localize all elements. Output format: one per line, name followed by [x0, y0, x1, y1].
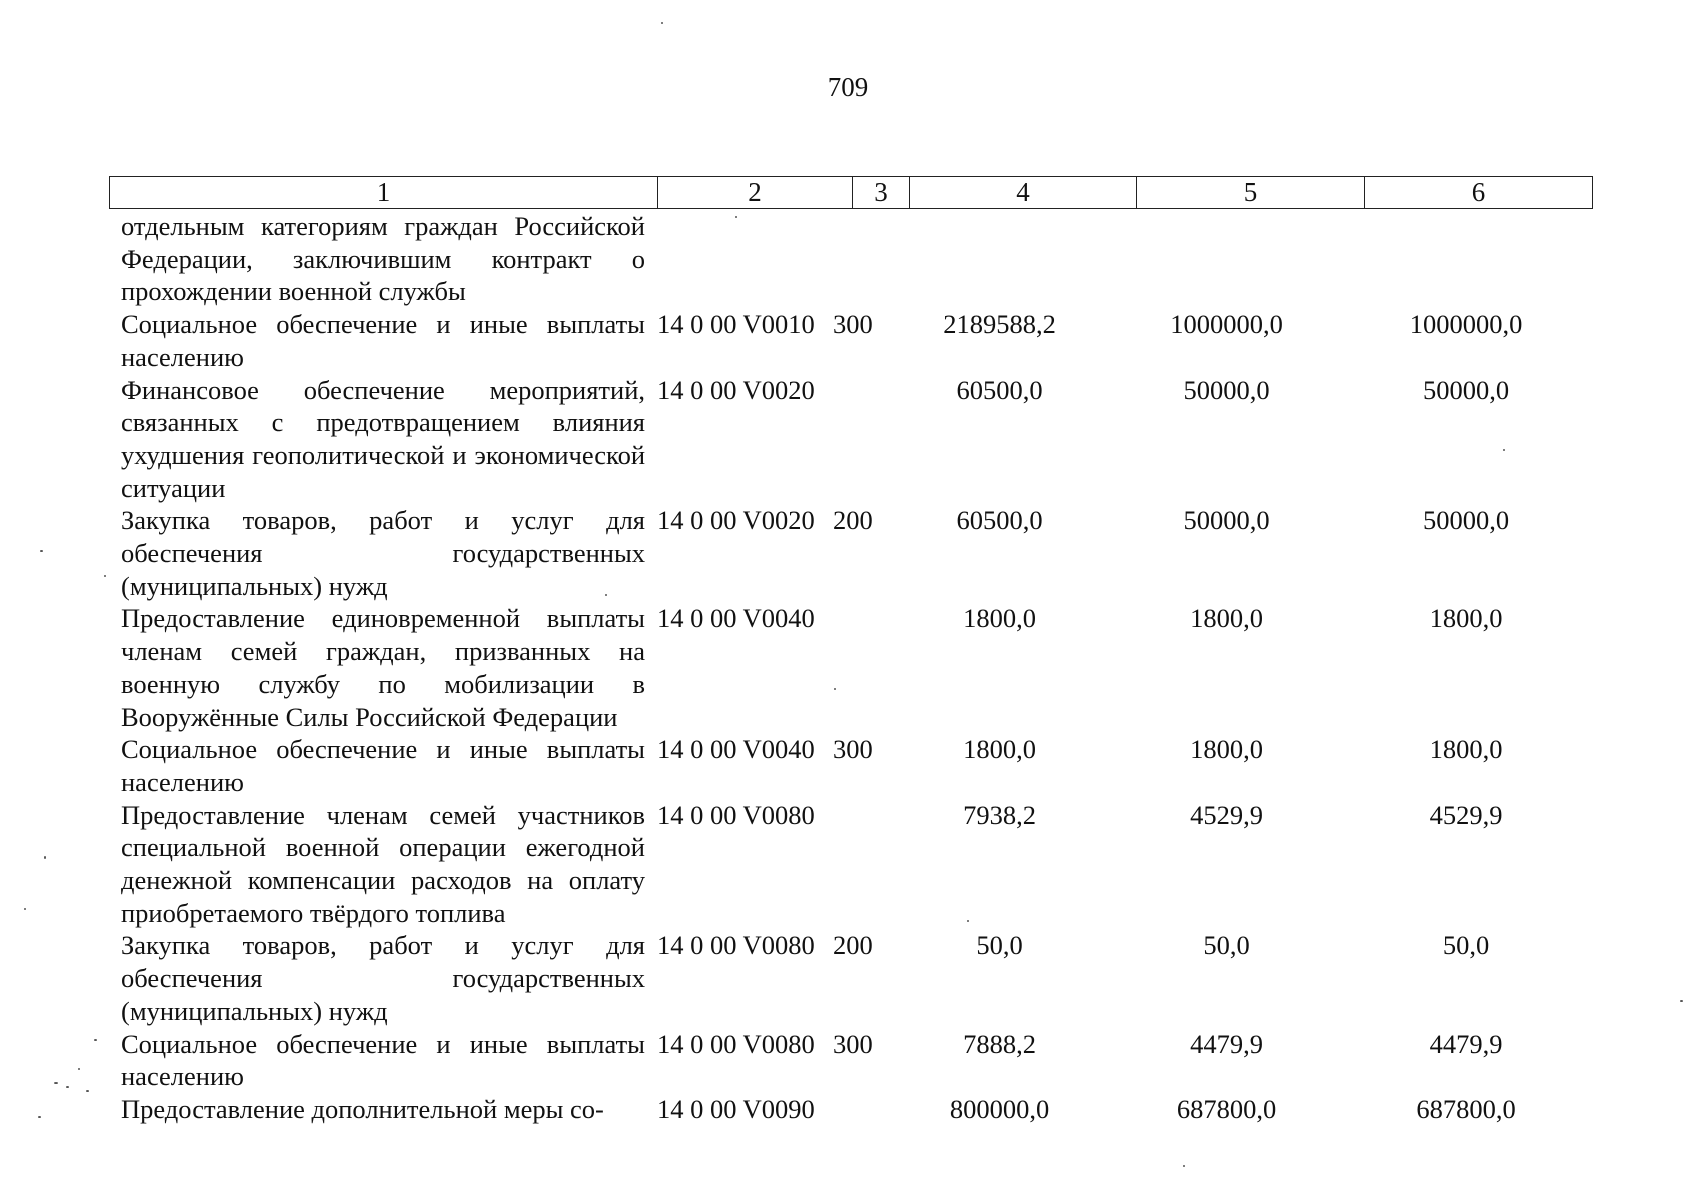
row-code: 14 0 00 V0040: [657, 734, 815, 765]
row-expense-type: 300: [833, 309, 873, 340]
row-name: Предоставление дополнительной меры со-: [121, 1093, 604, 1124]
row-value-col6: 687800,0: [1416, 1093, 1516, 1124]
scan-speck: [1680, 1000, 1683, 1002]
row-name: Финансовое обеспечение мероприятий, связанных с предотвращением влияния ухудшения геополитической и экономической ситуации: [121, 374, 645, 503]
row-name: Социальное обеспечение и иные выплаты населению: [121, 734, 645, 797]
row-code: 14 0 00 V0090: [657, 1093, 815, 1124]
row-name: Закупка товаров, работ и услуг для обеспечения государственных (муниципальных) нужд: [121, 505, 645, 601]
row-expense-type: 300: [833, 1028, 873, 1059]
row-expense-type: 200: [833, 505, 873, 536]
table-body: [109, 210, 1592, 1126]
row-value-col4: 800000,0: [949, 1093, 1050, 1124]
row-value-col5: 1800,0: [1190, 603, 1263, 634]
table-row: [109, 504, 1592, 602]
scan-speck: [78, 1068, 80, 1070]
row-value-col5: 4529,9: [1190, 799, 1263, 830]
row-value-col6: 50000,0: [1422, 505, 1510, 536]
row-expense-type: 300: [833, 734, 873, 765]
row-expense-type: [826, 1093, 886, 1126]
scan-speck: [104, 575, 106, 577]
header-col-3: 3: [853, 177, 910, 209]
header-col-5: 5: [1137, 177, 1365, 209]
row-code: [645, 210, 826, 308]
scan-speck: [66, 1086, 69, 1088]
table-row: [109, 210, 1592, 308]
scan-speck: [661, 22, 663, 24]
row-value-col6: 1000000,0: [1409, 309, 1523, 340]
header-col-1: 1: [110, 177, 658, 209]
row-value-col4: 60500,0: [956, 505, 1043, 536]
row-name: Социальное обеспечение и иные выплаты населению: [121, 309, 645, 372]
row-expense-type: [826, 210, 886, 308]
scan-speck: [38, 1116, 41, 1118]
scan-speck: [40, 550, 43, 552]
scan-speck: [605, 594, 607, 596]
scan-speck: [44, 856, 46, 859]
row-value-col5: [1113, 210, 1340, 308]
table-row: [109, 308, 1592, 373]
row-value-col4: 1800,0: [963, 603, 1036, 634]
row-value-col5: 50000,0: [1183, 374, 1270, 405]
row-code: 14 0 00 V0020: [657, 505, 815, 536]
page-number: 709: [827, 72, 869, 102]
table-row: [109, 374, 1592, 505]
row-value-col5: 1800,0: [1190, 734, 1263, 765]
scan-speck: [94, 1039, 97, 1041]
scan-speck: [967, 920, 969, 922]
scan-speck: [1503, 449, 1505, 451]
row-expense-type: [826, 374, 886, 505]
row-value-col6: 50000,0: [1422, 374, 1510, 405]
row-value-col4: 60500,0: [956, 374, 1043, 405]
row-code: 14 0 00 V0080: [657, 930, 815, 961]
row-value-col4: [886, 210, 1113, 308]
row-value-col6: 4529,9: [1429, 799, 1503, 830]
row-value-col5: 687800,0: [1176, 1093, 1277, 1124]
header-col-4: 4: [910, 177, 1137, 209]
row-expense-type: 200: [833, 930, 873, 961]
table-header: [109, 176, 1593, 209]
row-value-col6: [1340, 210, 1592, 308]
table-row: [109, 602, 1592, 733]
row-name: Социальное обеспечение и иные выплаты населению: [121, 1028, 645, 1092]
row-code: 14 0 00 V0020: [657, 374, 815, 405]
scan-speck: [54, 1082, 58, 1084]
row-name: Предоставление единовременной выплаты членам семей граждан, призванных на военную службу по мобилизации в Вооружённые Силы Российской Федерации: [121, 603, 645, 732]
scan-speck: [86, 1090, 89, 1092]
row-value-col5: 1000000,0: [1170, 309, 1283, 340]
header-col-2: 2: [658, 177, 853, 209]
table-row: [109, 1028, 1592, 1093]
row-value-col6: 50,0: [1442, 930, 1490, 961]
row-value-col5: 50,0: [1203, 930, 1250, 961]
row-value-col4: 1800,0: [963, 734, 1036, 765]
row-code: 14 0 00 V0040: [657, 603, 815, 634]
row-name: отдельным категориям граждан Российской Федерации, заключившим контракт о прохождении военной службы: [121, 211, 645, 307]
table-row: [109, 929, 1592, 1027]
row-name: Предоставление членам семей участников специальной военной операции ежегодной денежной компенсации расходов на оплату приобретаемого твёрдого топлива: [121, 799, 645, 928]
header-row: [110, 177, 1593, 209]
row-code: 14 0 00 V0080: [657, 1028, 815, 1059]
table-row: [109, 733, 1592, 798]
row-code: 14 0 00 V0080: [657, 799, 815, 830]
row-value-col6: 1800,0: [1429, 603, 1503, 634]
row-value-col6: 1800,0: [1429, 734, 1503, 765]
row-value-col4: 2189588,2: [943, 309, 1056, 340]
row-code: 14 0 00 V0010: [657, 309, 815, 340]
scan-speck: [24, 908, 26, 910]
row-value-col5: 50000,0: [1183, 505, 1270, 536]
scan-speck: [834, 688, 836, 690]
row-value-col6: 4479,9: [1429, 1028, 1503, 1059]
row-name: Закупка товаров, работ и услуг для обеспечения государственных (муниципальных) нужд: [121, 930, 645, 1026]
table-row: [109, 1093, 1592, 1126]
row-value-col4: 7938,2: [963, 799, 1036, 830]
row-expense-type: [826, 602, 886, 733]
row-value-col5: 4479,9: [1190, 1028, 1263, 1059]
table-row: [109, 799, 1592, 930]
scan-speck: [1183, 1165, 1185, 1167]
row-value-col4: 7888,2: [963, 1028, 1036, 1059]
row-value-col4: 50,0: [976, 930, 1023, 961]
scan-speck: [735, 216, 737, 218]
row-expense-type: [826, 799, 886, 930]
header-col-6: 6: [1365, 177, 1593, 209]
